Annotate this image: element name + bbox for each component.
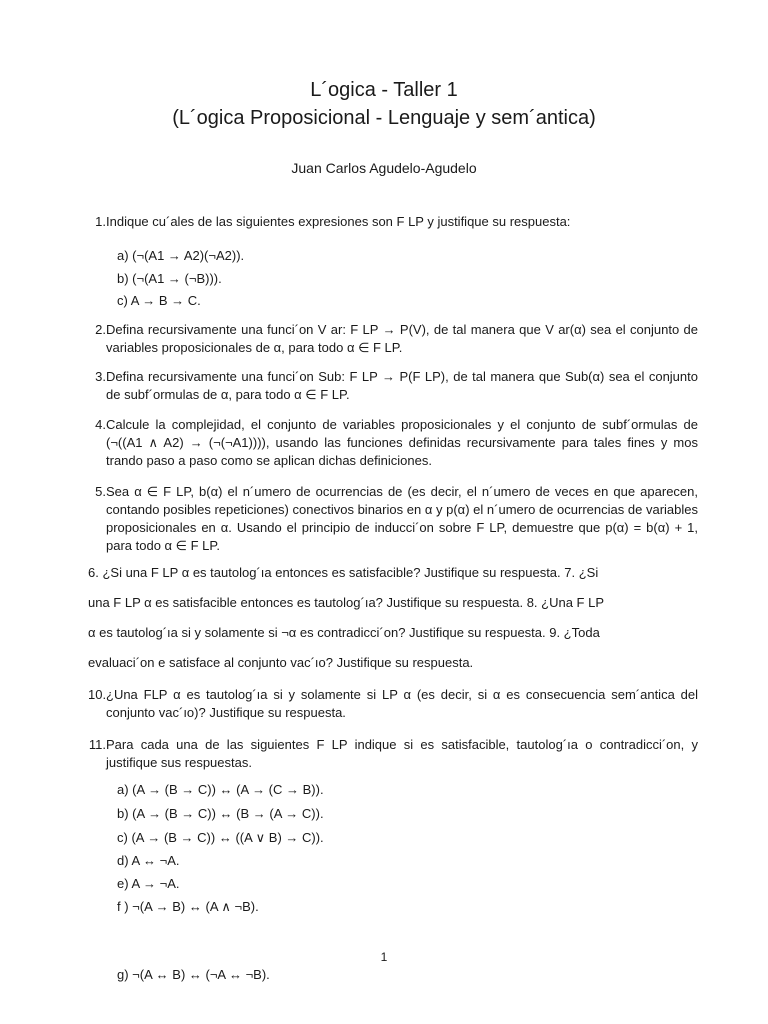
exercise-text: ¿Una FLP α es tautolog´ıa si y solamente si LP α (es decir, si α es consecuencia sem´antica del conjunto vac´ıo)? Justifique su respuesta. xyxy=(106,687,698,720)
page-number: 1 xyxy=(380,950,388,964)
exercise-number: 3. xyxy=(95,369,106,384)
exercise-4 xyxy=(88,416,698,470)
exercise-11-sub-e: e) A → ¬A. xyxy=(117,876,180,891)
exercises-6-9-line-2: una F LP α es satisfacible entonces es tautolog´ıa? Justifique su respuesta. 8. ¿Una F LP xyxy=(88,595,605,610)
page-title: L´ogica - Taller 1 xyxy=(310,79,458,101)
exercise-text: Calcule la complejidad, el conjunto de variables proposicionales y el conjunto de subf´ormulas de (¬((A1 ∧ A2) → (¬(¬A1)))), usando las funciones definidas recursivamente para tales fines y mos trando paso a paso como se aplican dichas definiciones. xyxy=(106,417,698,468)
exercise-1 xyxy=(88,213,698,231)
author-name: Juan Carlos Agudelo-Agudelo xyxy=(291,160,477,176)
exercise-1-sub-b: b) (¬(A1 → (¬B))). xyxy=(117,271,222,286)
exercise-text: Sea α ∈ F LP, b(α) el n´umero de ocurrencias de (es decir, el n´umero de veces en que aparecen, contando posibles repeticiones) conectivos binarios en α y p(α) el n´umero de ocurrencias de variables proposicionales en α. Usando el principio de inducci´on sobre F LP, demuestre que p(α) = b(α) + 1, para todo α ∈ F LP. xyxy=(106,484,698,553)
exercise-11 xyxy=(88,736,698,772)
exercises-6-9-line-4: evaluaci´on e satisface al conjunto vac´ıo? Justifique su respuesta. xyxy=(88,655,474,670)
exercise-11-sub-f: f ) ¬(A → B) ↔ (A ∧ ¬B). xyxy=(117,899,259,914)
exercise-number: 5. xyxy=(95,484,106,499)
exercise-text: Defina recursivamente una funci´on Sub: F LP → P(F LP), de tal manera que Sub(α) sea el conjunto de subf´ormulas de α, para todo α ∈ F LP. xyxy=(106,369,698,402)
exercise-number: 11. xyxy=(88,737,106,752)
exercise-number: 2. xyxy=(95,322,106,337)
exercise-1-sub-a: a) (¬(A1 → A2)(¬A2)). xyxy=(117,248,245,263)
exercise-11-sub-a: a) (A → (B → C)) ↔ (A → (C → B)). xyxy=(117,782,324,797)
exercises-6-9-line-1: 6. ¿Si una F LP α es tautolog´ıa entonces es satisfacible? Justifique su respuesta. 7. ¿Si xyxy=(88,565,599,580)
exercise-number: 4. xyxy=(95,417,106,432)
exercise-11-sub-g: g) ¬(A ↔ B) ↔ (¬A ↔ ¬B). xyxy=(117,967,270,982)
exercise-11-sub-c: c) (A → (B → C)) ↔ ((A ∨ B) → C)). xyxy=(117,830,324,845)
exercise-1-sub-c: c) A → B → C. xyxy=(117,293,201,308)
exercise-number: 1. xyxy=(95,214,106,229)
exercise-11-sub-d: d) A ↔ ¬A. xyxy=(117,853,180,868)
exercise-3 xyxy=(88,368,698,404)
exercise-text: Indique cu´ales de las siguientes expresiones son F LP y justifique su respuesta: xyxy=(106,214,571,229)
exercise-5 xyxy=(88,483,698,555)
exercises-6-9-line-3: α es tautolog´ıa si y solamente si ¬α es contradicci´on? Justifique su respuesta. 9. ¿Toda xyxy=(88,625,600,640)
exercise-number: 10. xyxy=(88,687,107,702)
exercise-10 xyxy=(88,686,698,722)
exercise-2 xyxy=(88,321,698,357)
page-subtitle: (L´ogica Proposicional - Lenguaje y sem´antica) xyxy=(172,107,596,129)
exercise-text: Defina recursivamente una funci´on V ar: F LP → P(V), de tal manera que V ar(α) sea el conjunto de variables proposicionales de α, para todo α ∈ F LP. xyxy=(106,322,698,355)
exercise-11-sub-b: b) (A → (B → C)) ↔ (B → (A → C)). xyxy=(117,806,324,821)
exercise-text: Para cada una de las siguientes F LP indique si es satisfacible, tautolog´ıa o contradicci´on, y justifique sus respuestas. xyxy=(106,737,698,770)
